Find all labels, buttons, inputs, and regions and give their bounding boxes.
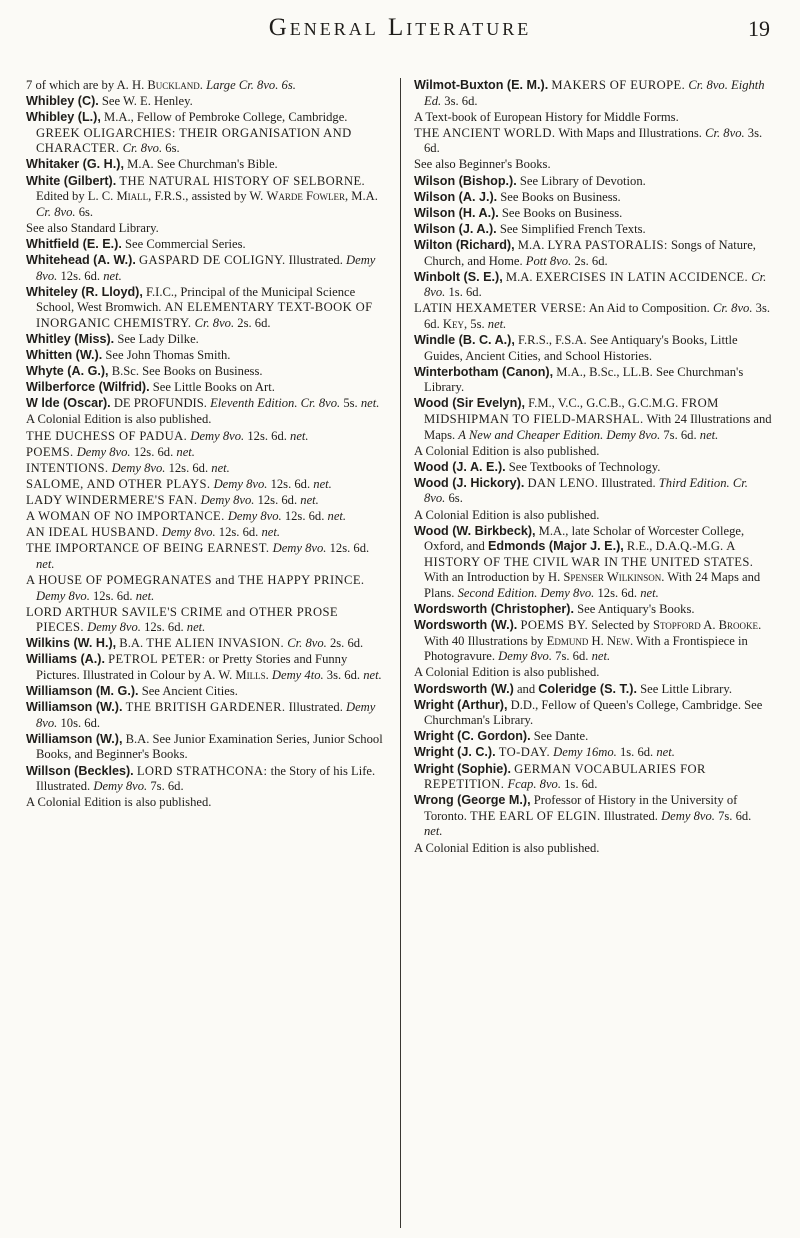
book-title: THE DUCHESS OF PADUA.	[26, 428, 188, 443]
entry-text: With an Introduction by H.	[424, 570, 564, 585]
format-price: Demy 8vo.	[36, 253, 376, 283]
page-number: 19	[748, 16, 770, 41]
entry-text: See Books on Business.	[497, 189, 621, 204]
catalogue-entry	[414, 190, 772, 206]
author-heading: Wilberforce (Wilfrid).	[26, 380, 150, 395]
entry-text: 2s. 6d.	[571, 253, 608, 268]
format-price: Demy 8vo.	[661, 808, 715, 823]
author-heading: Wordsworth (W.).	[414, 618, 518, 633]
catalogue-entry	[414, 444, 772, 460]
entry-text: See Dante.	[530, 729, 589, 744]
format-price: Eleventh Edition. Cr. 8vo.	[210, 396, 341, 411]
entry-text: . With a Frontispiece in Photogravure.	[424, 633, 748, 664]
catalogue-entry	[414, 365, 772, 396]
entry-text: M.A.	[502, 269, 536, 284]
author-heading: Whibley (C).	[26, 94, 99, 109]
author-heading: Whyte (A. G.),	[26, 364, 109, 379]
format-price: net.	[327, 509, 347, 524]
catalogue-entry	[26, 174, 384, 221]
catalogue-entry	[26, 636, 384, 652]
entry-text: See Little Library.	[636, 681, 732, 696]
catalogue-entry	[414, 841, 772, 857]
catalogue-entry	[414, 682, 772, 698]
entry-text: Illustrated.	[285, 253, 347, 268]
catalogue-entry	[26, 732, 384, 763]
entry-text: An Aid to Composition.	[586, 301, 713, 316]
author-heading: W lde (Oscar).	[26, 396, 111, 411]
entry-text: 1s. 6d.	[560, 777, 598, 792]
catalogue-entry	[414, 729, 772, 745]
author-heading: Wright (J. C.).	[414, 745, 496, 760]
name-small-caps: Brooke	[718, 618, 759, 633]
catalogue-entry	[414, 524, 772, 602]
catalogue-entry	[414, 460, 772, 476]
entry-text: . With 40 Illustrations by	[424, 618, 762, 648]
author-heading: Whitaker (G. H.),	[26, 157, 124, 172]
format-price: Pott 8vo.	[525, 253, 572, 268]
catalogue-entry	[414, 762, 772, 793]
book-title: THE NATURAL HISTORY OF SELBORNE.	[119, 173, 366, 188]
catalogue-entry	[414, 78, 772, 109]
format-price: net.	[211, 460, 230, 475]
author-heading: Wilson (H. A.).	[414, 205, 499, 220]
catalogue-entry	[26, 380, 384, 396]
entry-text: A.	[700, 618, 719, 633]
entry-text: 7s. 6d.	[147, 779, 184, 794]
entry-text: 12s. 6d.	[326, 541, 370, 556]
entry-text: 2s. 6d.	[326, 636, 364, 651]
author-heading: Wood (J. Hickory).	[414, 475, 525, 490]
author-heading: Winterbotham (Canon),	[414, 364, 554, 379]
author-heading: Whibley (L.),	[26, 110, 101, 125]
entry-text: .	[199, 78, 207, 92]
entry-text: 1s. 6d.	[445, 285, 482, 300]
format-price: net.	[313, 476, 332, 491]
entry-text: 3s. 6d.	[441, 93, 478, 108]
entry-text: 7s. 6d.	[660, 427, 700, 442]
entry-text: Illustrated.	[600, 808, 662, 823]
entry-text: See Library of Devotion.	[516, 173, 646, 188]
entry-text: F.R.S., F.S.A. See Antiquary's Books, Little Guides, Ancient Cities, and School Histories.	[424, 333, 738, 363]
format-price: Demy 8vo.	[190, 428, 245, 443]
author-heading: Whitehead (A. W.).	[26, 253, 136, 268]
author-heading: Wood (Sir Evelyn),	[414, 396, 526, 411]
name-small-caps: New	[606, 633, 630, 648]
format-price: net.	[103, 268, 122, 283]
catalogue-entry	[414, 206, 772, 222]
entry-text: 5s.	[467, 316, 488, 331]
entry-text: See Antiquary's Books.	[573, 602, 695, 617]
catalogue-entry	[26, 461, 384, 477]
format-price: net.	[591, 649, 611, 664]
entry-text: 12s. 6d.	[89, 588, 136, 603]
catalogue-entry	[414, 174, 772, 190]
book-title: DAN LENO.	[527, 475, 599, 490]
catalogue-entry	[26, 364, 384, 380]
entry-text: 12s. 6d.	[281, 509, 328, 524]
entry-text: F.I.C., Principal of the Municipal Science School, West Bromwich.	[36, 284, 356, 315]
format-price: net.	[363, 667, 382, 682]
author-heading: Williams (A.).	[26, 652, 105, 667]
book-title: LATIN HEXAMETER VERSE:	[414, 301, 587, 316]
format-price: Demy 8vo.	[498, 649, 553, 664]
catalogue-entry	[26, 605, 384, 636]
entry-text: See Books on Business.	[498, 205, 623, 220]
author-heading: Edmonds (Major J. E.),	[488, 539, 624, 554]
entry-text: Illustrated.	[285, 700, 346, 715]
format-price: net.	[186, 620, 206, 635]
catalogue-entry	[26, 795, 384, 811]
entry-text: Edited by L. C.	[36, 189, 117, 204]
book-title: AN ELEMENTARY TEXT-BOOK OF INORGANIC CHEMISTRY.	[36, 300, 373, 330]
catalogue-entry	[414, 301, 772, 332]
entry-text: See W. E. Henley.	[98, 94, 193, 109]
book-title: A HOUSE OF POMEGRANATES and THE HAPPY PRINCE.	[26, 572, 365, 587]
author-heading: Coleridge (S. T.).	[538, 681, 637, 696]
catalogue-entry	[26, 285, 384, 332]
format-price: Cr. 8vo.	[705, 125, 745, 140]
catalogue-entry	[26, 157, 384, 173]
entry-text: 12s. 6d.	[130, 444, 177, 459]
name-small-caps: Mills	[235, 667, 266, 682]
book-title: THE EARL OF ELGIN.	[470, 808, 601, 823]
format-price: net.	[424, 824, 443, 839]
book-title: GASPARD DE COLIGNY.	[139, 253, 286, 268]
catalogue-entry	[26, 429, 384, 445]
name-small-caps: Key,	[442, 316, 468, 331]
entry-text: 12s. 6d.	[244, 428, 291, 443]
catalogue-entry	[414, 333, 772, 364]
author-heading: Whitley (Miss).	[26, 332, 115, 346]
author-heading: Wilson (Bishop.).	[414, 173, 517, 188]
book-title: LORD STRATHCONA:	[136, 763, 268, 778]
entry-text: 10s. 6d.	[57, 715, 101, 730]
entry-text: With 24 Illustrations and Maps.	[424, 411, 772, 442]
format-price: net.	[640, 586, 659, 600]
catalogue-entry	[26, 94, 384, 110]
entry-text: See John Thomas Smith.	[102, 348, 231, 363]
entry-text: 12s. 6d.	[215, 525, 262, 540]
catalogue-entry	[414, 793, 772, 840]
author-heading: Whiteley (R. Lloyd),	[26, 284, 143, 299]
entry-text: . With 24 Maps and Plans.	[424, 570, 761, 600]
author-heading: Wright (C. Gordon).	[414, 729, 531, 744]
entry-text: B.Sc. See Books on Business.	[108, 364, 263, 379]
catalogue-entry	[26, 573, 384, 604]
catalogue-entry	[26, 764, 384, 795]
format-price: Demy 8vo.	[227, 509, 282, 524]
author-heading: Williamson (M. G.).	[26, 684, 139, 699]
author-heading: Whitten (W.).	[26, 348, 103, 363]
catalogue-entry	[414, 157, 772, 173]
entry-text: See Commercial Series.	[121, 236, 246, 251]
format-price: Demy 8vo.	[161, 525, 216, 540]
catalogue-entry	[26, 237, 384, 253]
catalogue-entry	[26, 493, 384, 509]
author-heading: Wilmot-Buxton (E. M.).	[414, 78, 549, 92]
format-price: Demy 8vo.	[76, 444, 131, 459]
book-title: AN IDEAL HUSBAND.	[26, 525, 159, 540]
author-heading: Wood (J. A. E.).	[414, 459, 506, 474]
catalogue-entry	[414, 745, 772, 761]
format-price: Cr. 8vo.	[424, 269, 767, 300]
book-title: GREEK OLIGARCHIES: THEIR ORGANISATION AND CHARACTER.	[36, 125, 352, 156]
format-price: net.	[135, 588, 155, 603]
entry-text: With Maps and Illustrations.	[555, 125, 706, 140]
entry-text: 7 of which are by A. H.	[26, 78, 148, 92]
entry-text: B.A. See Junior Examination Series, Junior School Books, and Beginner's Books.	[36, 731, 383, 762]
entry-text: Songs of Nature, Church, and Home.	[424, 237, 756, 268]
entry-text: 12s. 6d.	[594, 586, 641, 600]
format-price: net.	[699, 427, 719, 442]
format-price: A New and Cheaper Edition. Demy 8vo.	[458, 427, 661, 442]
author-heading: Wilton (Richard),	[414, 237, 515, 252]
book-title: INTENTIONS.	[26, 460, 109, 475]
entry-text: A Colonial Edition is also published.	[26, 795, 212, 810]
book-title: MAKERS OF EUROPE.	[551, 78, 686, 92]
author-heading: Wright (Sophie).	[414, 761, 512, 776]
format-price: Cr. 8vo.	[36, 204, 76, 219]
format-price: Cr. 8vo.	[287, 636, 327, 651]
format-price: Large Cr. 8vo. 6s.	[206, 78, 296, 92]
entry-text: , F.R.S., assisted by W.	[148, 189, 267, 204]
entry-text: 7s. 6d.	[552, 649, 592, 664]
entry-text: DE PROFUNDIS.	[110, 396, 211, 411]
entry-text: A Colonial Edition is also published.	[414, 665, 600, 680]
format-price: Demy 16mo.	[553, 745, 617, 760]
format-price: net.	[656, 745, 675, 760]
format-price: Demy 8vo.	[87, 620, 141, 635]
book-title: TO-DAY.	[498, 745, 550, 760]
author-heading: Willson (Beckles).	[26, 763, 134, 778]
catalogue-entry	[414, 508, 772, 524]
entry-text: M.A., late Scholar of Worcester College, Oxford, and	[424, 523, 745, 554]
entry-text: 6s.	[162, 141, 180, 156]
format-price: net.	[261, 525, 281, 540]
book-title: THE BRITISH GARDENER.	[125, 700, 286, 715]
catalogue-entry	[414, 698, 772, 729]
entry-text: the Story of his Life. Illustrated.	[36, 763, 376, 794]
book-title: PETROL PETER:	[108, 652, 206, 667]
format-price: net.	[300, 492, 319, 507]
entry-text: A Text-book of European History for Middle Forms.	[414, 109, 679, 124]
catalogue-entry	[414, 270, 772, 301]
entry-text: 3s. 6d.	[424, 125, 763, 156]
entry-text: or Pretty Stories and Funny Pictures. Illustrated in Colour by A. W.	[36, 652, 348, 682]
entry-text: 12s. 6d.	[140, 620, 187, 635]
right-column	[414, 78, 772, 857]
entry-text: Illustrated.	[598, 475, 659, 490]
entry-text: Selected by	[588, 618, 653, 633]
entry-text: See Little Books on Art.	[149, 380, 275, 395]
catalogue-entry	[26, 396, 384, 412]
catalogue-entry	[414, 222, 772, 238]
entry-text: , M.A.	[345, 189, 378, 204]
format-price: Demy 8vo.	[93, 779, 148, 794]
format-price: Demy 4to.	[271, 667, 324, 682]
catalogue-entry	[26, 541, 384, 572]
catalogue-entry	[26, 652, 384, 683]
author-heading: Wordsworth (W.)	[414, 681, 514, 696]
catalogue-entry	[26, 221, 384, 237]
catalogue-entry	[414, 396, 772, 443]
book-title: LORD ARTHUR SAVILE'S CRIME and OTHER PROSE PIECES.	[26, 604, 338, 635]
entry-text: See Textbooks of Technology.	[505, 459, 661, 474]
entry-text: Professor of History in the University of Toronto.	[424, 793, 738, 823]
name-small-caps: Stopford	[652, 618, 701, 633]
catalogue-entry	[26, 700, 384, 731]
catalogue-entry	[414, 110, 772, 126]
format-price: Demy 8vo.	[111, 460, 166, 475]
entry-text: B.A.	[116, 636, 147, 651]
author-heading: Wood (W. Birkbeck),	[414, 523, 536, 538]
format-price: net.	[36, 556, 55, 571]
entry-text: A Colonial Edition is also published.	[414, 507, 600, 522]
running-head: General Literature	[268, 14, 532, 41]
book-title: LYRA PASTORALIS:	[547, 237, 668, 252]
format-price: Cr. 8vo.	[712, 301, 753, 316]
entry-text: 6s.	[75, 204, 94, 219]
catalogue-entry	[26, 78, 384, 94]
book-title: POEMS.	[26, 444, 74, 459]
entry-text: 3s. 6d.	[424, 301, 770, 331]
author-heading: Williamson (W.).	[26, 700, 123, 715]
author-heading: Windle (B. C. A.),	[414, 333, 515, 347]
catalogue-entry	[414, 126, 772, 157]
author-heading: Wilkins (W. H.),	[26, 636, 117, 651]
entry-text: F.M., V.C., G.C.B., G.C.M.G.	[525, 396, 682, 411]
catalogue-entry	[414, 476, 772, 507]
author-heading: Williamson (W.),	[26, 731, 123, 746]
entry-text: See Lady Dilke.	[114, 332, 199, 346]
entry-text: R.E., D.A.Q.-M.G.	[623, 539, 727, 554]
author-heading: Wordsworth (Christopher).	[414, 602, 574, 617]
book-title: EXERCISES IN LATIN ACCIDENCE.	[535, 269, 749, 284]
catalogue-entry	[26, 110, 384, 157]
format-price: Second Edition. Demy 8vo.	[457, 586, 595, 600]
author-heading: White (Gilbert).	[26, 173, 117, 188]
author-heading: Whitfield (E. E.).	[26, 236, 122, 251]
book-title: LADY WINDERMERE'S FAN.	[26, 492, 198, 507]
format-price: Demy 8vo.	[200, 492, 255, 507]
catalogue-entry	[414, 238, 772, 269]
entry-text: See Simplified French Texts.	[496, 221, 646, 236]
entry-text: 12s. 6d.	[165, 460, 212, 475]
author-heading: Wrong (George M.),	[414, 793, 531, 808]
entry-text: and	[513, 681, 539, 696]
format-price: Cr. 8vo.	[122, 141, 163, 156]
entry-text: A Colonial Edition is also published.	[414, 443, 600, 458]
catalogue-entry	[414, 665, 772, 681]
catalogue-entry	[26, 412, 384, 428]
name-small-caps: Buckland	[147, 78, 200, 92]
entry-text: A Colonial Edition is also published.	[26, 412, 212, 427]
entry-text: 6s.	[445, 491, 463, 506]
format-price: net.	[487, 316, 507, 331]
column-divider	[400, 78, 401, 1228]
catalogue-entry	[26, 525, 384, 541]
name-small-caps: Warde Fowler	[266, 189, 345, 204]
entry-text: 12s. 6d.	[57, 268, 104, 283]
author-heading: Wright (Arthur),	[414, 697, 508, 712]
format-price: Cr. 8vo. Eighth Ed.	[424, 78, 765, 108]
name-small-caps: Spenser Wilkinson	[563, 570, 662, 585]
book-title: THE ANCIENT WORLD.	[414, 125, 556, 140]
format-price: net.	[290, 428, 309, 443]
entry-text: 1s. 6d.	[616, 745, 657, 760]
catalogue-entry	[414, 602, 772, 618]
entry-text: A Colonial Edition is also published.	[414, 840, 600, 855]
book-title: THE IMPORTANCE OF BEING EARNEST.	[26, 541, 270, 556]
catalogue-entry	[26, 348, 384, 364]
catalogue-entry	[26, 477, 384, 493]
book-title: FROM MIDSHIPMAN TO FIELD-MARSHAL.	[424, 396, 719, 426]
format-price: Third Edition. Cr. 8vo.	[424, 475, 748, 506]
entry-text: See also Beginner's Books.	[414, 157, 551, 172]
entry-text: 3s. 6d.	[323, 667, 364, 682]
entry-text: H.	[588, 633, 607, 648]
entry-text: 12s. 6d.	[267, 476, 314, 491]
entry-text: .	[265, 667, 272, 682]
catalogue-entry	[26, 684, 384, 700]
book-title: A WOMAN OF NO IMPORTANCE.	[26, 509, 225, 524]
format-price: Demy 8vo.	[272, 541, 327, 556]
entry-text: See also Standard Library.	[26, 220, 159, 235]
name-small-caps: Miall	[116, 189, 149, 204]
format-price: net.	[176, 444, 195, 459]
book-title: SALOME, AND OTHER PLAYS.	[26, 476, 211, 491]
entry-text: D.D., Fellow of Queen's College, Cambridge. See Churchman's Library.	[424, 697, 763, 728]
book-title: POEMS BY.	[520, 618, 589, 633]
entry-text: M.A., Fellow of Pembroke College, Cambridge.	[100, 110, 348, 125]
left-column	[26, 78, 384, 811]
format-price: Demy 8vo.	[36, 700, 376, 730]
catalogue-entry	[26, 332, 384, 348]
entry-text: 12s. 6d.	[254, 492, 301, 507]
author-heading: Wilson (A. J.).	[414, 189, 498, 204]
book-title: GERMAN VOCABULARIES FOR REPETITION.	[424, 761, 706, 792]
book-title: A HISTORY OF THE CIVIL WAR IN THE UNITED STATES.	[424, 539, 754, 569]
author-heading: Wilson (J. A.).	[414, 221, 497, 236]
entry-text: M.A., B.Sc., LL.B. See Churchman's Library.	[424, 364, 744, 395]
catalogue-entry	[26, 509, 384, 525]
entry-text: 5s.	[340, 396, 361, 411]
name-small-caps: Edmund	[546, 633, 589, 648]
entry-text: See Ancient Cities.	[138, 684, 238, 699]
format-price: Cr. 8vo.	[194, 315, 235, 330]
entry-text: M.A. See Churchman's Bible.	[123, 157, 278, 172]
entry-text: M.A.	[514, 237, 548, 252]
entry-text: 2s. 6d.	[234, 315, 271, 330]
catalogue-entry	[26, 253, 384, 284]
book-title: THE ALIEN INVASION.	[146, 636, 285, 651]
catalogue-entry	[414, 618, 772, 665]
entry-text: 7s. 6d.	[714, 808, 752, 823]
format-price: Demy 8vo.	[36, 588, 90, 603]
author-heading: Winbolt (S. E.),	[414, 269, 503, 284]
format-price: net.	[360, 396, 380, 411]
format-price: Fcap. 8vo.	[507, 777, 561, 792]
catalogue-entry	[26, 445, 384, 461]
format-price: Demy 8vo.	[213, 476, 268, 491]
